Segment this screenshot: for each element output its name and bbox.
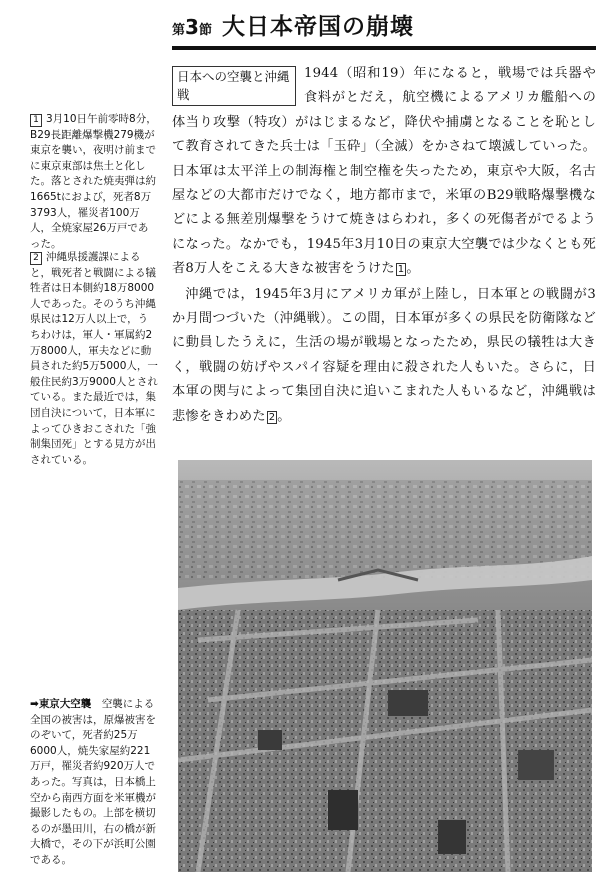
caption-label: ➡東京大空襲 xyxy=(30,698,92,710)
tokyo-air-raid-photo xyxy=(178,460,592,872)
section-title-rule xyxy=(172,46,596,50)
side-note-2 xyxy=(30,250,158,468)
main-body-text xyxy=(172,62,596,430)
body-paragraph-1: 1944（昭和19）年になると，戦場では兵器や食料がとだえ，航空機によるアメリカ艦船への体当り攻撃（特攻）がはじまるなど，降伏や捕虜となることを恥として教育されてきた兵士は「玉砕」（全滅）をかさねて壊滅していった。日本軍は太平洋上の制海権と制空権を失ったため，東京や大阪，名古屋などの大都市だけでなく，地方都市まで，米軍のB29戦略爆撃機などによる無差別爆撃をうけて焼きはらわれ，多くの死傷者がでるようになった。なかでも，1945年3月10日の東京大空襲では少なくとも死者8万人をこえる大きな被害をうけた 1 。 xyxy=(172,66,596,277)
aerial-ruins-image xyxy=(178,460,592,872)
note-ref-1[interactable]: 1 xyxy=(397,264,405,276)
photo-caption xyxy=(30,697,160,869)
side-note-number: 2 xyxy=(30,252,42,265)
caption-text: 空襲による全国の被害は，原爆被害をのぞいて，死者約25万6000人，焼失家屋約221万戸，罹災者約920万人であった。写真は，日本橋上空から南西方面を米軍機が撮影したもの。上部を横切るのが墨田川，右の橋が新大橋で，その下が浜町公園である。 xyxy=(30,698,156,866)
body-paragraph-2: 沖縄では，1945年3月にアメリカ軍が上陸し，日本軍との戦闘が3か月間つづいた（沖縄戦）。この間，日本軍が多くの県民を防衛隊などに動員したうえに，生活の場が戦場となったため，県民の犠牲は大きく，戦闘の妨げやスパイ容疑を理由に殺された人もいた。さらに，日本軍の関与によって集団自決に追いこまれた人もいるなど，沖縄戦は悲惨をきわめた 2 。 xyxy=(172,286,596,424)
subheading-box: 日本への空襲と沖縄戦 xyxy=(172,66,296,106)
section-heading xyxy=(172,8,596,50)
section-title: 大日本帝国の崩壊 xyxy=(221,14,414,40)
section-number: 第3節 xyxy=(172,15,212,39)
note-ref-2[interactable]: 2 xyxy=(268,411,276,423)
side-note-text: 沖縄県援護課によると，戦死者と戦闘による犠牲者は日本側約18万8000人であった。そのうち沖縄県民は12万人以上で，うちわけは，軍人・軍属約2万8000人，軍夫などに動員された約5万5000人，一般住民約3万9000人とされている。また最近では，集団自決について，日本軍によってひきおこされた「強制集団死」とする見方が出されている。 xyxy=(30,251,158,466)
side-note-1 xyxy=(30,112,158,252)
side-note-text: 3月10日午前零時8分，B29長距離爆撃機279機が東京を襲い，夜明け前までに東京東部は焦土と化した。落とされた焼夷弾は約1665tにおよび，死者8万3793人，罹災者100万人，全焼家屋26万戸であった。 xyxy=(30,113,157,250)
side-note-number: 1 xyxy=(30,114,42,127)
